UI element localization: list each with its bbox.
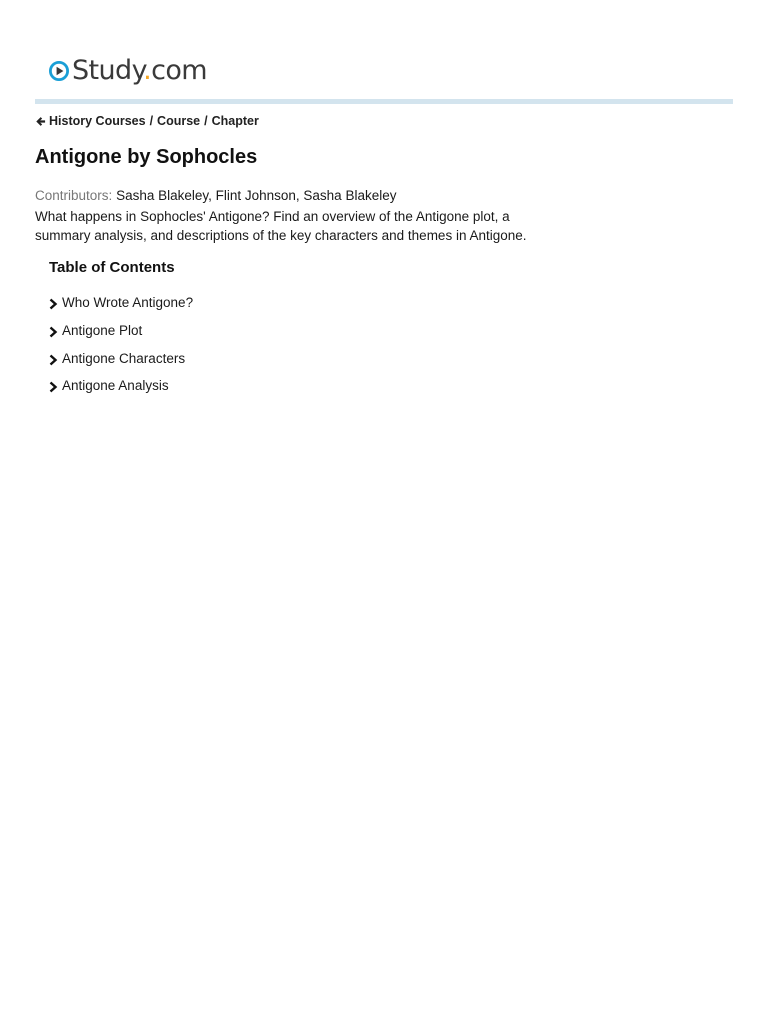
toc-list	[49, 289, 193, 400]
arrow-left-icon[interactable]	[35, 116, 46, 127]
logo-wordmark	[72, 54, 207, 86]
toc-item-antigone-analysis[interactable]	[49, 372, 193, 400]
lesson-summary: What happens in Sophocles' Antigone? Find an overview of the Antigone plot, a summary analysis, and descriptions of the key characters and themes in Antigone.	[35, 209, 527, 243]
toc-item-who-wrote-antigone[interactable]	[49, 289, 193, 317]
contributors-names: Sasha Blakeley, Flint Johnson, Sasha Blakeley	[116, 188, 397, 203]
toc-title: Table of Contents	[49, 259, 175, 276]
page-title: Antigone by Sophocles	[35, 146, 258, 168]
chevron-right-icon	[49, 354, 58, 366]
chevron-right-icon	[49, 298, 58, 310]
contributors-label: Contributors:	[35, 188, 113, 203]
logo-text-tld: com	[151, 54, 207, 86]
breadcrumb-history-courses[interactable]: History Courses	[49, 114, 146, 128]
breadcrumb-chapter[interactable]: Chapter	[211, 114, 259, 128]
chevron-right-icon	[49, 381, 58, 393]
play-circle-icon	[48, 60, 70, 82]
header-divider	[35, 99, 733, 104]
table-of-contents	[49, 259, 193, 400]
logo-text-dot: .	[143, 54, 152, 86]
contributors	[35, 188, 396, 203]
study-com-logo[interactable]	[48, 53, 207, 87]
breadcrumb	[35, 114, 259, 128]
breadcrumb-course[interactable]: Course	[157, 114, 201, 128]
breadcrumb-separator: /	[149, 114, 154, 128]
chevron-right-icon	[49, 326, 58, 338]
logo-text-main: Study	[72, 54, 144, 86]
breadcrumb-separator: /	[204, 114, 208, 128]
toc-item-antigone-characters[interactable]	[49, 344, 193, 372]
toc-item-label: Who Wrote Antigone?	[62, 295, 194, 311]
toc-item-label: Antigone Plot	[62, 323, 143, 339]
toc-item-antigone-plot[interactable]	[49, 317, 193, 345]
toc-item-label: Antigone Characters	[62, 350, 186, 366]
toc-item-label: Antigone Analysis	[62, 378, 169, 394]
